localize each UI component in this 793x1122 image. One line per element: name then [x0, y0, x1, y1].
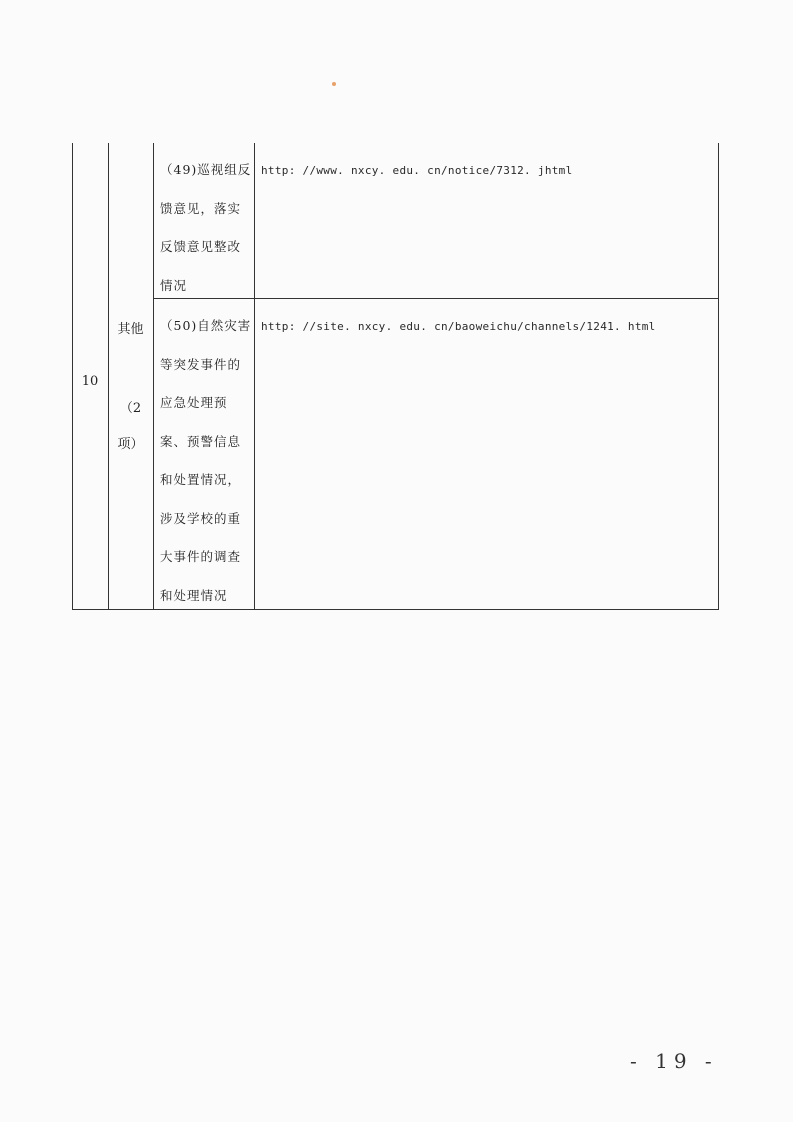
table-column-divider	[153, 143, 154, 610]
category-count-unit: 项）	[117, 437, 144, 452]
category-count: （2	[119, 401, 142, 416]
page-number: - 19 -	[630, 1049, 718, 1073]
table-border-right	[718, 143, 719, 610]
table-column-divider	[108, 143, 109, 610]
item-50-url: http: //site. nxcy. edu. cn/baoweichu/channels/1241. html	[261, 320, 656, 333]
item-50-text: （50)自然灾害等突发事件的应急处理预案、预警信息和处置情况，涉及学校的重大事件的调查和处理情况	[160, 318, 252, 603]
item-49-text: （49)巡视组反馈意见，落实反馈意见整改情况	[160, 162, 252, 293]
category-label: 其他	[117, 322, 144, 337]
row-number: 10	[81, 374, 99, 389]
table-column-divider	[254, 143, 255, 610]
item-49-url: http: //www. nxcy. edu. cn/notice/7312. jhtml	[261, 164, 573, 177]
